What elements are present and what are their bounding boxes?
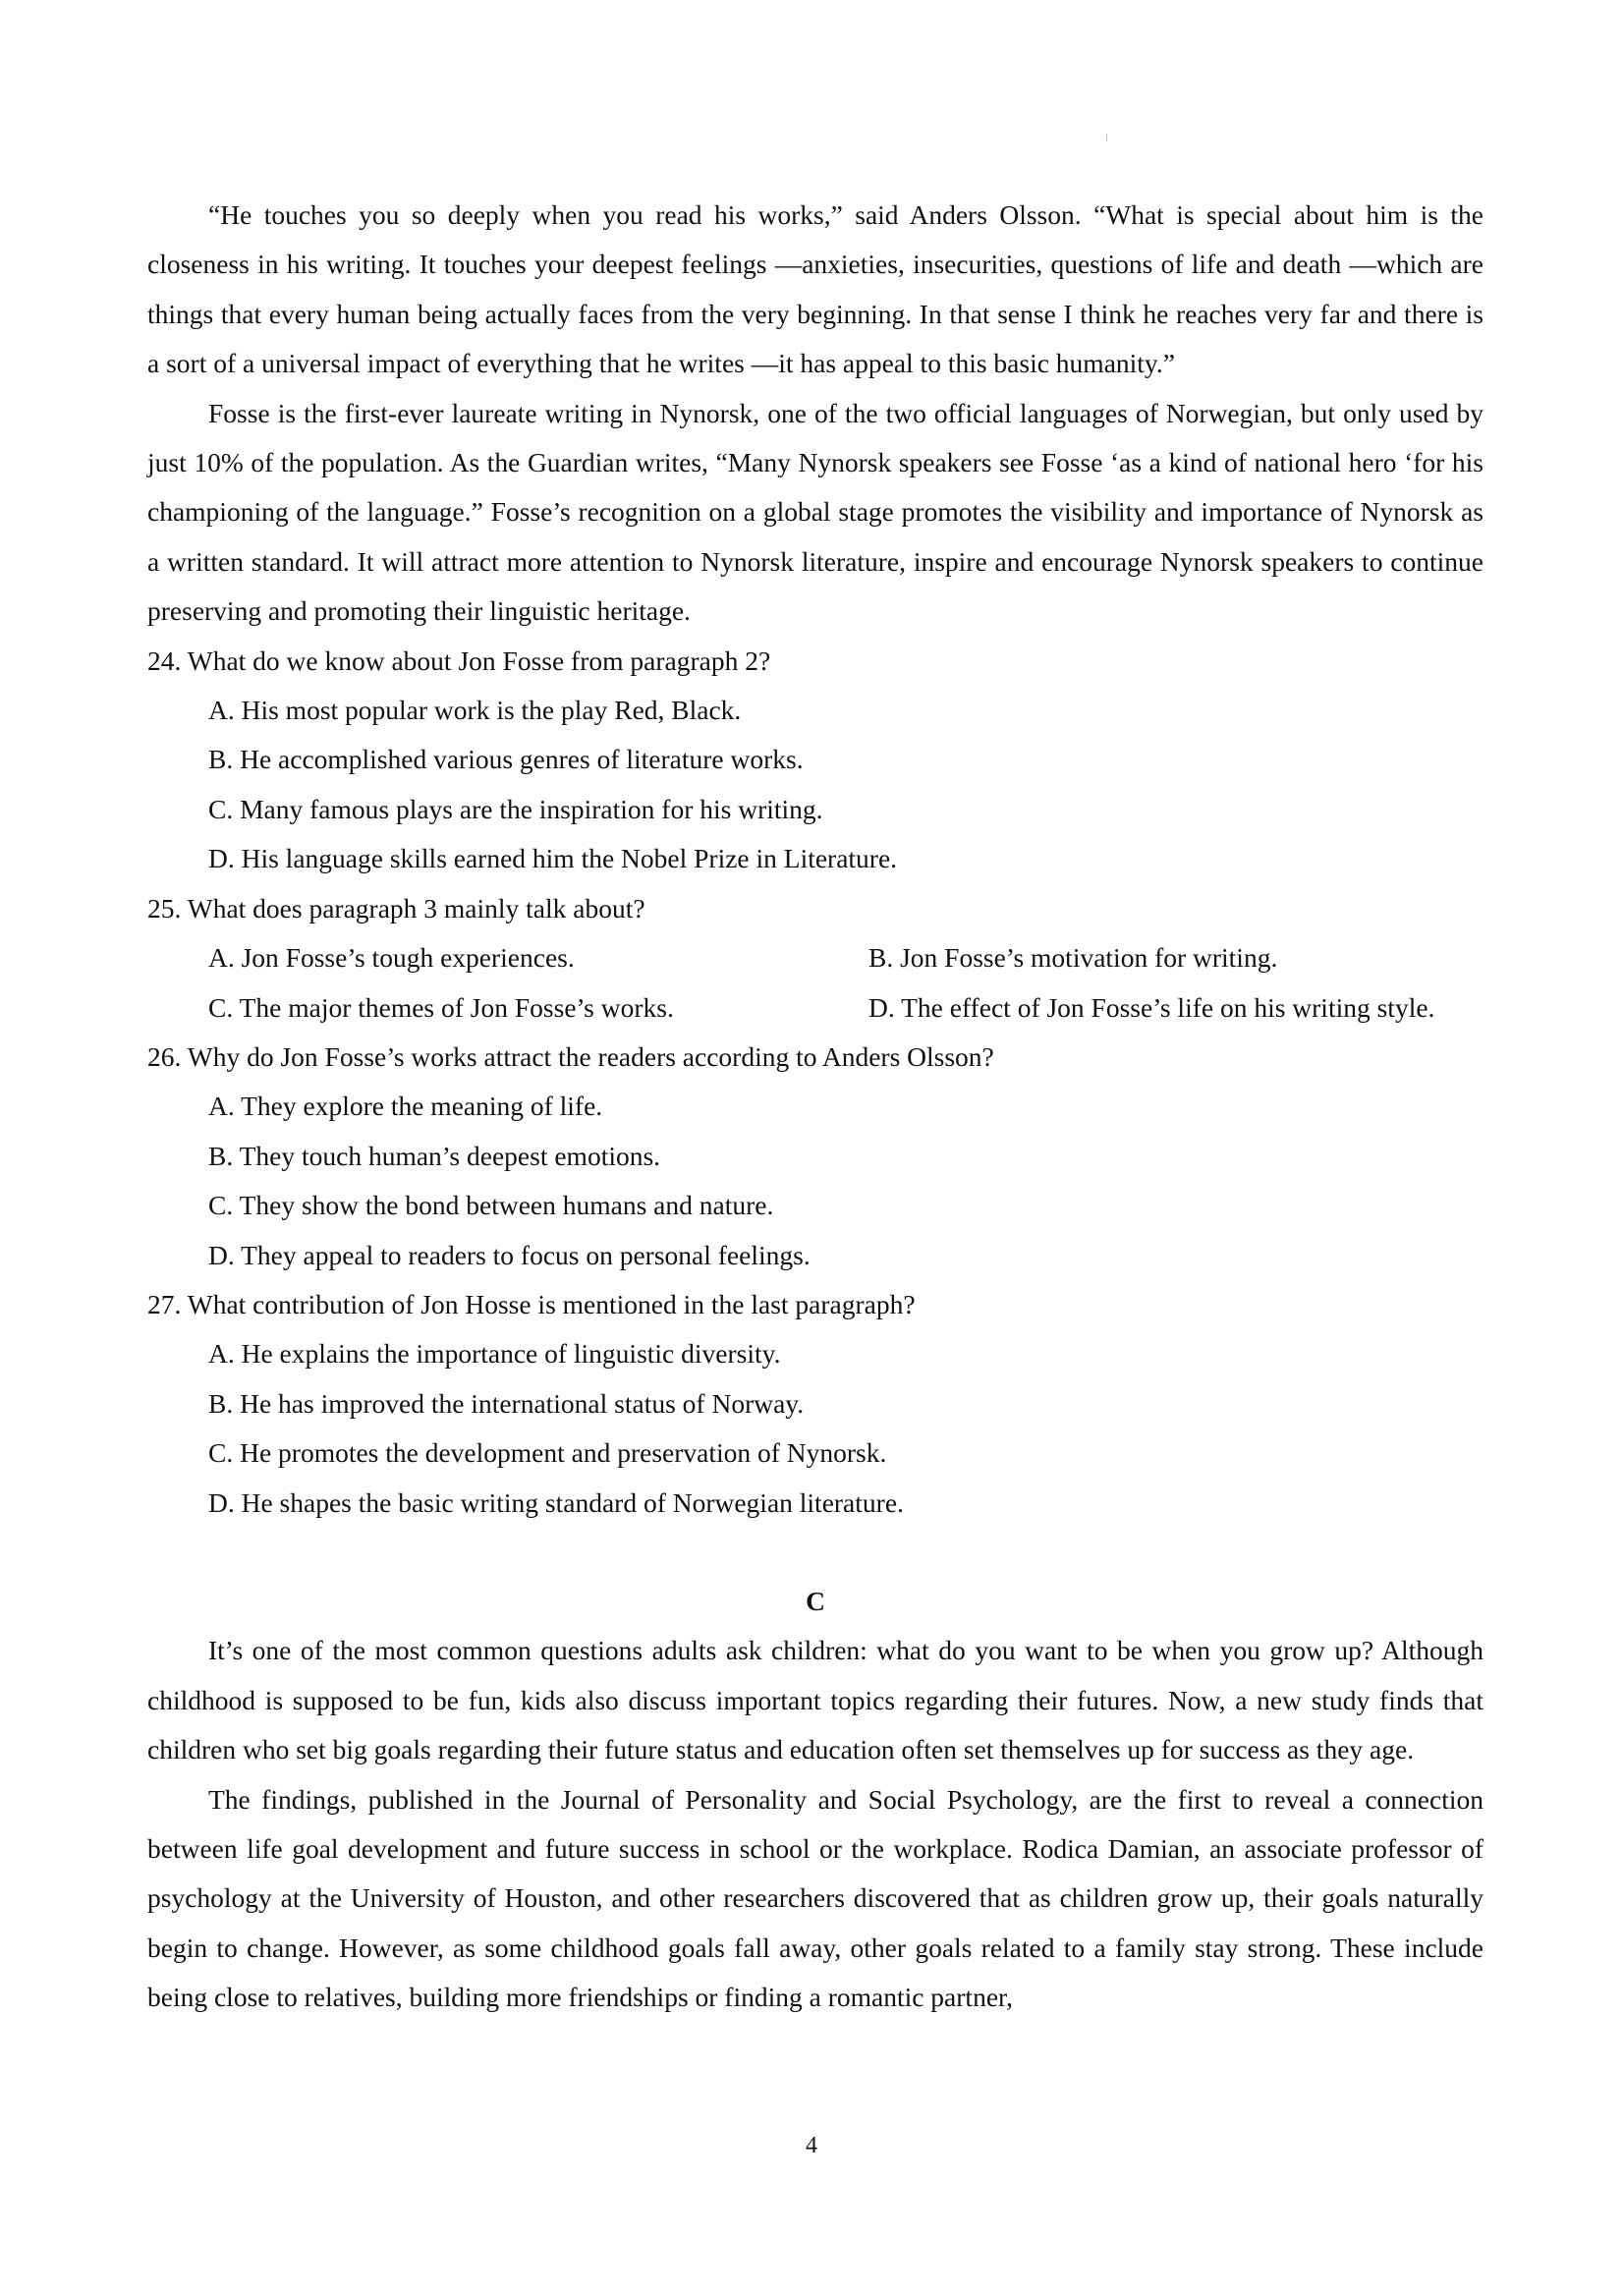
question-stem: 24. What do we know about Jon Fosse from paragraph 2? [147, 644, 771, 676]
question-stem: 25. What does paragraph 3 mainly talk about? [147, 892, 645, 924]
answer-option-a: A. He explains the importance of linguistic diversity. [208, 1338, 781, 1370]
passage-paragraph: Fosse is the first-ever laureate writing in Nynorsk, one of the two official languages of Norwegian, but only used by just 10% of the population. As the Guardian writes, “Many Nynorsk speakers see Fosse ‘as a kind of national hero ‘for his championing of the language.” Fosse’s recognition on a global stage promotes the visibility and importance of Nynorsk as a written standard. It will attract more attention to Nynorsk literature, inspire and encourage Nynorsk speakers to continue preserving and promoting their linguistic heritage. [147, 397, 1483, 627]
question-stem: 27. What contribution of Jon Hosse is mentioned in the last paragraph? [147, 1288, 916, 1319]
page-content [147, 191, 1483, 2023]
question-27 [147, 1280, 1483, 1528]
answer-option-b: B. They touch human’s deepest emotions. [208, 1140, 661, 1171]
answer-option-c: C. He promotes the development and preservation of Nynorsk. [208, 1437, 887, 1469]
answer-option-a: A. His most popular work is the play Red, Black. [208, 695, 742, 726]
question-stem: 26. Why do Jon Fosse’s works attract the readers according to Anders Olsson? [147, 1040, 994, 1072]
section-title: C [806, 1585, 825, 1616]
passage-paragraph: It’s one of the most common questions adults ask children: what do you want to be when you grow up? Although childhood is supposed to be fun, kids also discuss important topics regarding their futures. Now, a new study finds that children who set big goals regarding their future status and education often set themselves up for success as they age. [147, 1635, 1483, 1765]
scan-mark [1106, 134, 1107, 141]
answer-option-c: C. The major themes of Jon Fosse’s works. [208, 991, 674, 1023]
passage-paragraph: “He touches you so deeply when you read his works,” said Anders Olsson. “What is special about him is the closeness in his writing. It touches your deepest feelings —anxieties, insecurities, questions of life and death —which are things that every human being actually faces from the very beginning. In that sense I think he reaches very far and there is a sort of a universal impact of everything that he writes —it has appeal to this basic humanity.” [147, 199, 1483, 379]
answer-option-c: C. Many famous plays are the inspiration for his writing. [208, 793, 823, 824]
passage-c [147, 1577, 1483, 2023]
answer-option-b: B. He has improved the international status of Norway. [208, 1387, 805, 1419]
page-number: 4 [806, 2133, 817, 2158]
answer-option-d: D. He shapes the basic writing standard of Norwegian literature. [208, 1486, 904, 1518]
question-25 [147, 884, 1483, 1033]
answer-option-d: D. They appeal to readers to focus on personal feelings. [208, 1239, 811, 1270]
option-row [208, 983, 1483, 1033]
answer-option-b: B. Jon Fosse’s motivation for writing. [868, 942, 1278, 974]
answer-option-d: D. The effect of Jon Fosse’s life on his writing style. [868, 991, 1435, 1023]
answer-option-c: C. They show the bond between humans and nature. [208, 1190, 774, 1221]
passage-b-continuation [147, 191, 1483, 637]
option-row [208, 933, 1483, 982]
answer-option-a: A. Jon Fosse’s tough experiences. [208, 942, 575, 974]
question-24 [147, 637, 1483, 884]
answer-option-d: D. His language skills earned him the Nobel Prize in Literature. [208, 843, 898, 874]
answer-option-a: A. They explore the meaning of life. [208, 1091, 603, 1122]
question-26 [147, 1033, 1483, 1280]
passage-paragraph: The findings, published in the Journal of Personality and Social Psychology, are the first to reveal a connection between life goal development and future success in school or the workplace. Rodica Damian, an associate professor of psychology at the University of Houston, and other researchers discovered that as children grow up, their goals naturally begin to change. However, as some childhood goals fall away, other goals related to a family stay strong. These include being close to relatives, building more friendships or finding a romantic partner, [147, 1783, 1483, 2013]
answer-option-b: B. He accomplished various genres of literature works. [208, 744, 804, 775]
